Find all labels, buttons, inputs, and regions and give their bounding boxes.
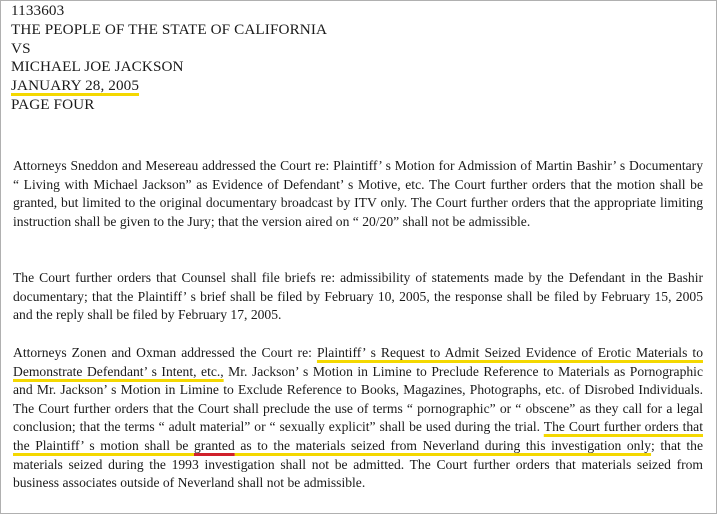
p3-conclusion: ; that the materials seized during the 1993 investigation shall not be admitted. The Court further orders that materials seized from business associates outside of Neverland shall not be admissible. [13,437,703,491]
highlighted-request-title: Plaintiff’ s Request to Admit Seized Evidence of Erotic Materials to Demonstrate Defendant’ s Intent, etc., [13,345,703,379]
document-header [11,2,327,115]
paragraph-seized-materials [13,344,703,493]
p3-intro: Attorneys Zonen and Oxman addressed the Court re: [13,345,317,360]
paragraph-briefs-schedule: The Court further orders that Counsel shall file briefs re: admissibility of statements made by the Defendant in the Bashir documentary; that the Plaintiff’ s brief shall be filed by February 10, 2005, the response shall be filed by February 15, 2005 and the reply shall be filed by February 17, 2005. [13,270,703,323]
versus-label: VS [11,39,31,57]
defendant-name: MICHAEL JOE JACKSON [11,58,184,76]
p3-motions: Mr. Jackson’ s Motion in Limine to Preclude Reference to Materials as Pornographic and Mr. Jackson’ s Motion in Limine to Exclude Reference to Books, Magazines, Photographs, etc. of Disrobed Individuals. The Court further orders that the Court shall preclude the use of terms “ pornographic” or “ obscene” as they call for a legal conclusion; that the terms “ adult material” or “ sexually explicit” shall be used during the trial. [13,363,703,435]
document-date: JANUARY 28, 2005 [11,77,140,95]
paragraph-bashir-documentary: Attorneys Sneddon and Mesereau addressed the Court re: Plaintiff’ s Motion for Admission of Martin Bashir’ s Documentary “ Living with Michael Jackson” as Evidence of Defendant’ s Motive, etc. The Court further orders that the motion shall be granted, but limited to the original documentary broadcast by ITV only. The Court further orders that the appropriate limiting instruction shall be given to the Jury; that the version aired on “ 20/20” shall not be admissible. [13,158,703,229]
case-number: 1133603 [11,2,65,19]
highlighted-order-start: The Court further orders that the Plaintiff’ s motion shall be [13,419,703,453]
highlighted-granted: granted [194,437,235,453]
highlighted-order-scope: as to the materials seized from Neverland during this investigation only [234,437,652,453]
page-label: PAGE FOUR [11,95,95,113]
plaintiff-name: THE PEOPLE OF THE STATE OF CALIFORNIA [11,20,328,38]
